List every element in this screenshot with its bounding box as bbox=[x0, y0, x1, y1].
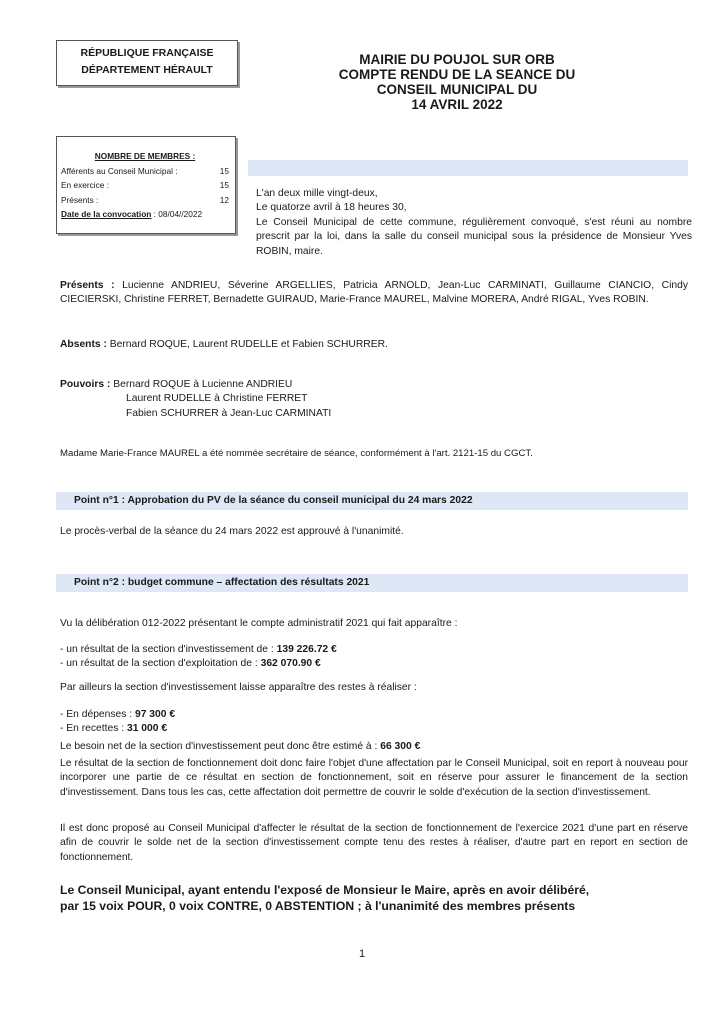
pouvoirs-paragraph bbox=[60, 378, 688, 421]
document-title bbox=[262, 52, 652, 112]
intro-line: Le quatorze avril à 18 heures 30, bbox=[256, 202, 407, 214]
members-row-label: Afférents au Conseil Municipal : bbox=[61, 165, 178, 176]
point2-intro: Vu la délibération 012-2022 présentant le compte administratif 2021 qui fait apparaître : bbox=[60, 618, 458, 629]
convocation-label: Date de la convocation bbox=[61, 209, 152, 219]
receipts-label: - En recettes : bbox=[60, 723, 127, 735]
decision-line: par 15 voix POUR, 0 voix CONTRE, 0 ABSTENTION ; à l'unanimité des membres présents bbox=[60, 899, 576, 913]
expenses-label: - En dépenses : bbox=[60, 709, 135, 720]
point2-title: Point n°2 : budget commune – affectation des résultats 2021 bbox=[56, 574, 688, 592]
convocation-value: : 08/04//2022 bbox=[151, 209, 203, 219]
members-row-label: En exercice : bbox=[61, 180, 109, 190]
pouvoirs-label: Pouvoirs : bbox=[60, 379, 111, 390]
pouvoir-line: Bernard ROQUE à Lucienne ANDRIEU bbox=[110, 379, 293, 390]
point1-title: Point n°1 : Approbation du PV de la séance du conseil municipal du 24 mars 2022 bbox=[56, 492, 688, 510]
operation-result-value: 362 070.90 € bbox=[260, 658, 321, 670]
title-line: COMPTE RENDU DE LA SEANCE DU bbox=[338, 67, 576, 82]
investment-result-value: 139 226.72 € bbox=[276, 644, 337, 655]
members-box bbox=[56, 136, 236, 234]
department-label: DÉPARTEMENT HÉRAULT bbox=[81, 64, 213, 76]
members-row bbox=[61, 164, 229, 179]
members-row-value: 12 bbox=[219, 194, 229, 205]
intro-text bbox=[256, 187, 692, 259]
header-box bbox=[56, 40, 238, 86]
allocation-paragraph: Le résultat de la section de fonctionnement doit donc faire l'objet d'une affectation par le Conseil Municipal, soit en report à nouveau pour incorporer une partie de ce résultat en section de fonctionnement, soit en réserve pour assurer le financement de la section d'investissement. Dans tous les cas, cette affectation doit permettre de couvrir le solde d'exécution de la section d'investissement. bbox=[60, 758, 688, 798]
restes-list bbox=[60, 708, 688, 737]
expenses-value: 97 300 € bbox=[134, 709, 176, 720]
decision-line: Le Conseil Municipal, ayant entendu l'exposé de Monsieur le Maire, après en avoir délibéré, bbox=[60, 883, 590, 897]
title-line: CONSEIL MUNICIPAL DU bbox=[376, 82, 538, 97]
absents-list: Bernard ROQUE, Laurent RUDELLE et Fabien SCHURRER. bbox=[106, 339, 388, 350]
members-row-value: 15 bbox=[219, 180, 229, 190]
secretary-note: Madame Marie-France MAUREL a été nommée secrétaire de séance, conformément à l'art. 2121-15 du CGCT. bbox=[60, 448, 533, 459]
title-line: 14 AVRIL 2022 bbox=[411, 97, 503, 112]
members-row-value: 15 bbox=[219, 165, 229, 176]
absents-paragraph bbox=[60, 338, 688, 352]
results-list bbox=[60, 643, 688, 672]
proposal-paragraph: Il est donc proposé au Conseil Municipal d'affecter le résultat de la section de fonctionnement de l'exercice 2021 d'une part en réserve afin de couvrir le solde net de la section d'investissement compte tenu des restes à réaliser, d'autre part en report en section de fonctionnement. bbox=[60, 823, 688, 863]
intro-line: L'an deux mille vingt-deux, bbox=[256, 188, 378, 199]
republic-label: RÉPUBLIQUE FRANÇAISE bbox=[80, 47, 214, 59]
council-decision bbox=[60, 882, 700, 914]
presents-label: Présents : bbox=[60, 280, 115, 291]
net-need-label: Le besoin net de la section d'investissement peut donc être estimé à : bbox=[60, 741, 381, 752]
page-number: 1 bbox=[358, 948, 366, 960]
title-line: MAIRIE DU POUJOL SUR ORB bbox=[359, 52, 555, 67]
presents-paragraph bbox=[60, 279, 688, 308]
members-row-label: Présents : bbox=[61, 194, 99, 205]
members-row bbox=[61, 193, 229, 208]
intro-line: Le Conseil Municipal de cette commune, régulièrement convoqué, s'est réuni au nombre prescrit par la loi, dans la salle du conseil municipal sous la présidence de Monsieur Yves ROBIN, maire. bbox=[256, 216, 692, 257]
header-band bbox=[248, 160, 688, 176]
investment-result-label: - un résultat de la section d'investissement de : bbox=[60, 644, 277, 655]
receipts-value: 31 000 € bbox=[126, 723, 168, 735]
convocation-date bbox=[61, 207, 229, 222]
pouvoir-line: Laurent RUDELLE à Christine FERRET bbox=[126, 393, 308, 405]
members-heading: NOMBRE DE MEMBRES : bbox=[94, 151, 196, 161]
presents-list: Lucienne ANDRIEU, Séverine ARGELLIES, Patricia ARNOLD, Jean-Luc CARMINATI, Guillaume CIANCIO, Cindy CIECIERSKI, Christine FERRET, Bernadette GUIRAUD, Marie-France MAUREL, Malvine MORERA, André RIGAL, Yves ROBIN. bbox=[60, 280, 688, 306]
pouvoir-line: Fabien SCHURRER à Jean-Luc CARMINATI bbox=[126, 407, 332, 419]
net-need bbox=[60, 740, 688, 754]
members-row bbox=[61, 178, 229, 193]
net-need-value: 66 300 € bbox=[380, 741, 421, 752]
restes-text: Par ailleurs la section d'investissement laisse apparaître des restes à réaliser : bbox=[60, 682, 417, 693]
operation-result-label: - un résultat de la section d'exploitation de : bbox=[60, 658, 261, 670]
absents-label: Absents : bbox=[60, 339, 107, 350]
point1-text: Le procès-verbal de la séance du 24 mars 2022 est approuvé à l'unanimité. bbox=[60, 526, 404, 537]
